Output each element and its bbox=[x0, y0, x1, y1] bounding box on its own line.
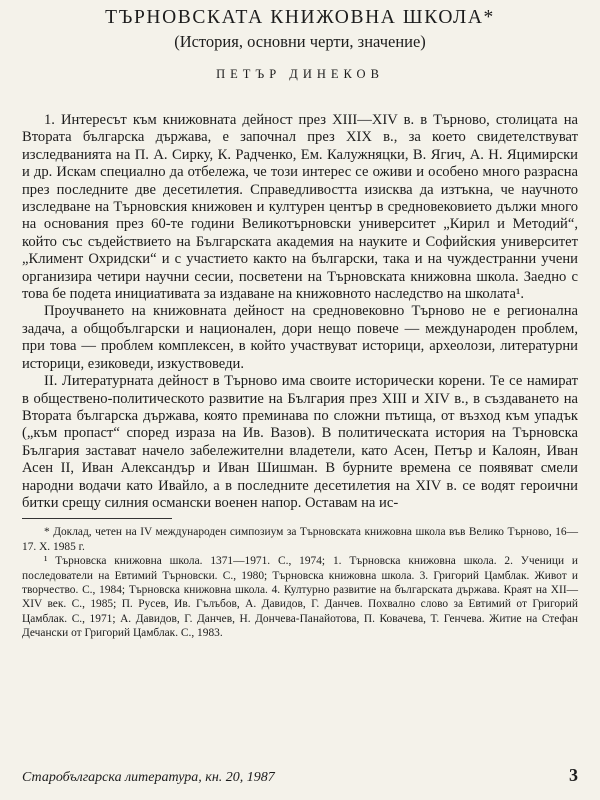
footnote: * Доклад, четен на IV международен симпозиум за Търновската книжовна школа във Велико Търново, 16—17. X. 1985 г. bbox=[22, 526, 578, 553]
page-number: 3 bbox=[569, 765, 578, 785]
footnote-divider bbox=[22, 518, 172, 519]
article-body bbox=[22, 112, 578, 512]
page-footer bbox=[22, 765, 578, 786]
footnote: ¹ Търновска книжовна школа. 1371—1971. С., 1974; 1. Търновска книжовна школа. 2. Ученици и последователи на Евтимий Търновски. С., 1980; Търновска книжовна школа. 3. Григорий Цамблак. Живот и творчество. С., 1984; Търновска книжовна школа. 4. Културно развитие на българската държава. Краят на XII—XIV век. С., 1985; П. Русев, Ив. Гълъбов, А. Давидов, Г. Данчев. Похвално слово за Евтимий от Григорий Цамблак. С., 1971; А. Давидов, Г. Данчев, Н. Дончева-Панайотова, П. Ковачева, Т. Генчева. Житие на Стефан Дечански от Григорий Цамблак. С., 1983. bbox=[22, 555, 578, 640]
body-paragraph: Проучването на книжовната дейност на средновековно Търново не е регионална задача, а общобългарски и национален, дори нещо повече — международен проблем, при това — проблем комплексен, в който участвуват историци, археолози, литературни историци, езиковеди, изкуствоведи. bbox=[22, 303, 578, 372]
article-subtitle: (История, основни черти, значение) bbox=[174, 32, 426, 51]
body-paragraph: 1. Интересът към книжовната дейност през XIII—XIV в. в Търново, столицата на Втората българска държава, е започнал през XIX в., за което свидетелствуват изследванията на П. А. Сирку, К. Радченко, Ем. Калужняцки, В. Ягич, А. Н. Яцимирски и др. Искам специално да отбележа, че този интерес се оживи и особено много разрасна през последните две десетилетия. Справедливостта изисква да изтъкна, че научното изследване на Търновския книжовен и културен център в средновековието дължи много на основания през 60-те години Великотърновски университет „Кирил и Методий“, който със съдействието на Българската академия на науките и Софийския университет „Климент Охридски“ и с участието както на български, така и на чуждестранни учени организира четири научни сесии, посветени на Търновската книжовна школа. Заедно с това бе подета инициативата за издаване на книжовното наследство на школата¹. bbox=[22, 112, 578, 303]
article-title: ТЪРНОВСКАТА КНИЖОВНА ШКОЛА* bbox=[105, 7, 495, 28]
footnotes bbox=[22, 525, 578, 640]
journal-citation: Старобългарска литература, кн. 20, 1987 bbox=[22, 770, 275, 785]
article-author: ПЕТЪР ДИНЕКОВ bbox=[216, 67, 384, 81]
body-paragraph: II. Литературната дейност в Търново има своите исторически корени. Те се намират в обществено-политическото развитие на България през XIII и XIV в., в създаването на Втората българска държава, която преминава по сложни пътища, от възход към упадък („към пропаст“ според израза на Ив. Вазов). В политическата история на Търновска България застават начело забележителни владетели, като Асен, Петър и Калоян, Иван Асен II, Иван Александър и Иван Шишман. В бурните времена се появяват смели народни водачи като Ивайло, а в последните десетилетия на XIV в. се водят героични битки срещу силния османски военен напор. Оставам на ис- bbox=[22, 373, 578, 511]
